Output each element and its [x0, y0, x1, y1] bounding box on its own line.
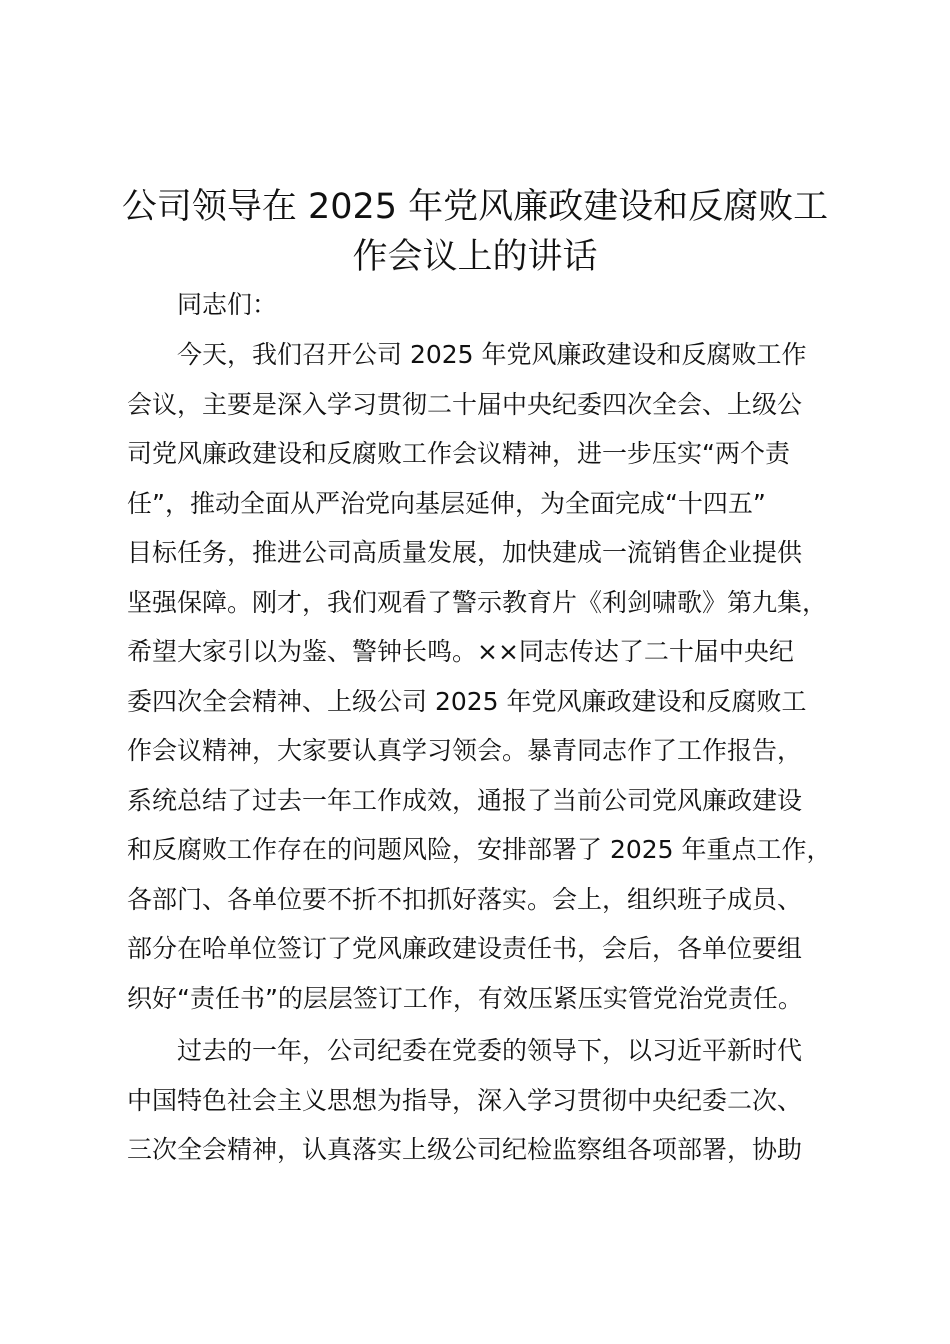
paragraph-line: 坚强保障。刚才，我们观看了警示教育片《利剑啸歌》第九集，: [127, 587, 828, 617]
paragraph-line: 司党风廉政建设和反腐败工作会议精神，进一步压实“两个责: [127, 439, 790, 468]
paragraph-line: 目标任务，推进公司高质量发展，加快建成一流销售企业提供: [127, 538, 803, 567]
paragraph-line: 委四次全会精神、上级公司 2025 年党风廉政建设和反腐败工: [127, 686, 807, 716]
paragraph-line: 今天，我们召开公司 2025 年党风廉政建设和反腐败工作: [177, 340, 807, 369]
paragraph-line: 织好“责任书”的层层签订工作，有效压紧压实管党治党责任。: [127, 983, 803, 1013]
paragraph-line: 部分在哈单位签订了党风廉政建设责任书，会后，各单位要组: [127, 934, 803, 963]
paragraph-2: [127, 1026, 857, 1175]
paragraph-line: 中国特色社会主义思想为指导，深入学习贯彻中央纪委二次、: [127, 1085, 803, 1115]
paragraph-line: 三次全会精神，认真落实上级公司纪检监察组各项部署，协助: [127, 1135, 803, 1164]
document-title-line-1: 公司领导在 2025 年党风廉政建设和反腐败工: [121, 187, 829, 227]
greeting: 同志们：: [177, 290, 278, 319]
document-title-line-2: 作会议上的讲话: [352, 237, 598, 277]
paragraph-line: 各部门、各单位要不折不扣抓好落实。会上，组织班子成员、: [127, 884, 803, 914]
paragraph-line: 和反腐败工作存在的问题风险，安排部署了 2025 年重点工作，: [127, 835, 832, 864]
paragraph-line: 任”，推动全面从严治党向基层延伸，为全面完成“十四五”: [127, 488, 766, 518]
paragraph-line: 过去的一年，公司纪委在党委的领导下，以习近平新时代: [177, 1036, 803, 1065]
paragraph-line: 系统总结了过去一年工作成效，通报了当前公司党风廉政建设: [127, 785, 803, 815]
paragraph-line: 希望大家引以为鉴、警钟长鸣。××同志传达了二十届中央纪: [127, 637, 794, 666]
paragraph-line: 会议，主要是深入学习贯彻二十届中央纪委四次全会、上级公: [127, 389, 803, 419]
paragraph-1: [127, 330, 857, 1023]
paragraph-line: 作会议精神，大家要认真学习领会。暴青同志作了工作报告，: [127, 736, 803, 765]
